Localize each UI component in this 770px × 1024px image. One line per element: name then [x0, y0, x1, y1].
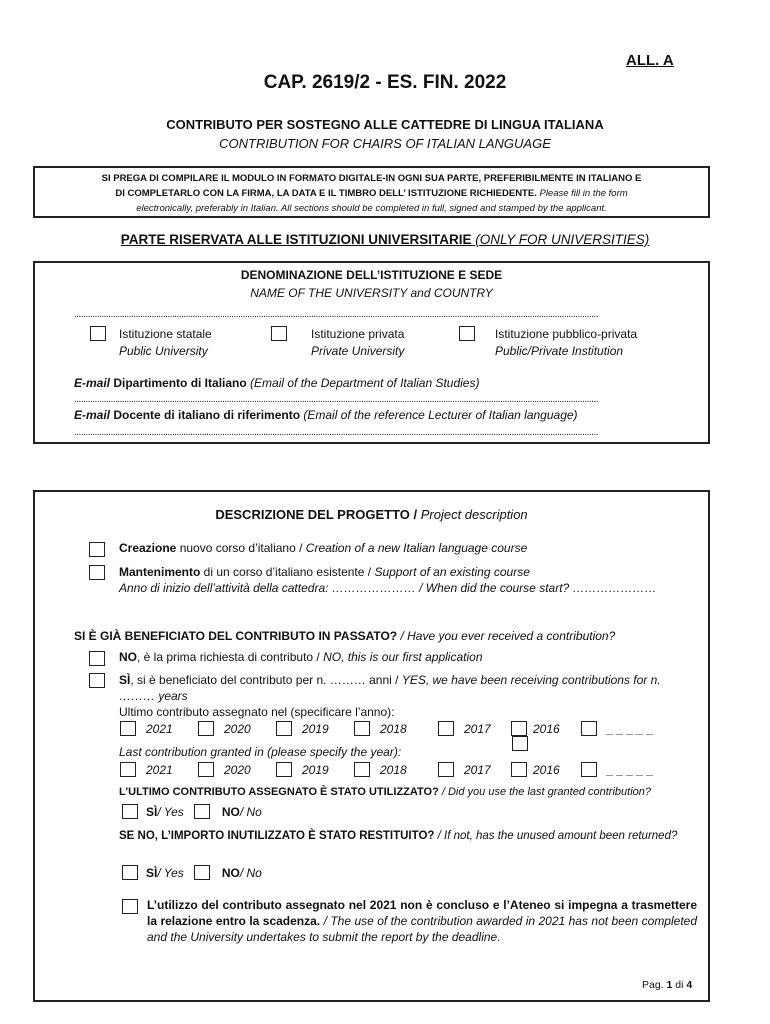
returned-no-label-en: / No	[239, 865, 262, 880]
ongoing-use-statement	[147, 897, 697, 945]
past-yes-it: , si è beneficiato del contributo per n. ……… anni /	[130, 673, 402, 687]
creation-option	[119, 541, 527, 555]
maintenance-label-en: Support of an existing course	[374, 565, 530, 579]
lecturer-email-label-en: (Email of the reference Lecturer of Italian language)	[300, 408, 578, 422]
year-2021-checkbox[interactable]	[120, 721, 136, 736]
university-heading-italic: (ONLY FOR UNIVERSITIES)	[471, 232, 650, 247]
returned-question-it: SE NO, L’IMPORTO INUTILIZZATO È STATO RESTITUITO?	[119, 830, 435, 842]
year-label: 2018	[380, 762, 407, 777]
department-email-prefix: E-mail	[74, 376, 111, 390]
department-email-label-it: Dipartimento di Italiano	[110, 376, 247, 390]
maintenance-option	[119, 564, 657, 596]
used-question-it: L’ULTIMO CONTRIBUTO ASSEGNATO È STATO UTILIZZATO?	[119, 786, 439, 798]
last-contribution-years-it	[120, 721, 654, 736]
year-label: 2019	[302, 721, 329, 736]
year-2021-checkbox-en[interactable]	[120, 762, 136, 777]
past-contribution-question-it: SI È GIÀ BENEFICIATO DEL CONTRIBUTO IN PASSATO?	[74, 629, 398, 643]
instructions-line-3: electronically, preferably in Italian. All sections should be completed in full, signed and stamped by the applicant.	[136, 203, 607, 214]
returned-yes-label-en: / Yes	[157, 865, 184, 880]
instructions-line-2-bold: DI COMPLETARLO CON LA FIRMA, LA DATA E IL TIMBRO DELL’ ISTITUZIONE RICHIEDENTE.	[115, 188, 537, 199]
returned-question	[119, 828, 697, 844]
year-other-checkbox-en[interactable]	[581, 762, 597, 777]
year-2018-checkbox-en[interactable]	[354, 762, 370, 777]
subtitle-en: CONTRIBUTION FOR CHAIRS OF ITALIAN LANGUAGE	[219, 136, 551, 151]
year-2016-checkbox-en[interactable]	[511, 762, 527, 777]
used-no-checkbox[interactable]	[194, 804, 210, 819]
course-start-year-field[interactable]: Anno di inizio dell’attività della cattedra: ………………… / When did the course start? …………………	[119, 581, 657, 595]
past-yes-checkbox[interactable]	[89, 672, 105, 690]
last-contribution-years-en	[120, 762, 654, 777]
project-heading-bold: DESCRIZIONE DEL PROGETTO /	[215, 507, 418, 522]
private-university-checkbox[interactable]	[271, 325, 287, 343]
ongoing-use-statement-it: L’utilizzo del contributo assegnato nel 2021 non è concluso e l’Ateneo si impegna a trasmettere la relazione entro la scadenza.	[147, 898, 697, 928]
instructions-line-1: SI PREGA DI COMPILARE IL MODULO IN FORMATO DIGITALE-IN OGNI SUA PARTE, PREFERIBILMENTE IN ITALIANO E	[101, 173, 642, 184]
project-description-heading	[33, 507, 710, 522]
public-university-label-en: Public University	[119, 344, 208, 358]
year-other-field-en[interactable]: _ _ _ _ _	[607, 762, 654, 777]
past-no-bold: NO	[119, 650, 137, 664]
institution-name-label-it: DENOMINAZIONE DELL’ISTITUZIONE E SEDE	[240, 268, 503, 282]
creation-label-it: nuovo corso d’italiano /	[176, 541, 306, 555]
used-question	[119, 786, 651, 798]
returned-yes-checkbox[interactable]	[122, 865, 138, 880]
page-number	[642, 979, 692, 991]
public-private-option	[495, 326, 637, 360]
past-no-it: , è la prima richiesta di contributo /	[137, 650, 324, 664]
year-label: 2017	[464, 721, 491, 736]
private-university-label-en: Private University	[311, 344, 405, 358]
lecturer-email-label	[74, 408, 578, 422]
year-label: 2016	[533, 721, 560, 736]
ongoing-use-statement-en: / The use of the contribution awarded in 2021 has not been completed and the University undertakes to submit the report by the deadline.	[147, 914, 698, 944]
year-2019-checkbox-en[interactable]	[276, 762, 292, 777]
private-university-label: Istituzione privata	[311, 327, 405, 341]
past-contribution-question-en: / Have you ever received a contribution?	[397, 629, 616, 643]
annex-label: ALL. A	[626, 52, 674, 69]
past-yes-years: ……… years	[119, 689, 188, 703]
creation-label-en: Creation of a new Italian language course	[305, 541, 528, 555]
past-no-en: NO, this is our first application	[323, 650, 483, 664]
institution-name-label-en: NAME OF THE UNIVERSITY and COUNTRY	[250, 286, 493, 300]
last-contribution-label-it: Ultimo contributo assegnato nel (specificare l’anno):	[119, 705, 395, 719]
used-no-label-en: / No	[239, 804, 262, 819]
year-other-checkbox[interactable]	[581, 721, 597, 736]
instructions-line-2-italic: Please fill in the form	[536, 188, 628, 199]
used-no-label: NO	[221, 804, 240, 819]
returned-question-en: / If not, has the unused amount been returned?	[434, 830, 678, 842]
year-label: 2017	[464, 762, 491, 777]
institution-name-field[interactable]: ......................................................................................................................................................................................................................................	[74, 309, 599, 320]
used-yes-checkbox[interactable]	[122, 804, 138, 819]
used-options	[122, 804, 262, 819]
instructions-box	[33, 166, 710, 218]
past-no-checkbox[interactable]	[89, 650, 105, 668]
ongoing-use-checkbox[interactable]	[122, 898, 138, 916]
year-2018-checkbox[interactable]	[354, 721, 370, 736]
university-section-heading	[0, 232, 770, 247]
lecturer-email-label-it: Docente di italiano di riferimento	[110, 408, 301, 422]
public-university-label: Istituzione statale	[119, 327, 212, 341]
public-university-checkbox[interactable]	[90, 325, 106, 343]
stray-checkbox[interactable]	[512, 735, 528, 753]
department-email-label	[74, 376, 479, 390]
past-yes-bold: SÌ	[119, 673, 131, 687]
year-label: 2020	[224, 762, 251, 777]
page-separator: di	[672, 979, 687, 991]
used-question-en: / Did you use the last granted contribution?	[438, 786, 651, 798]
year-label: 2020	[224, 721, 251, 736]
lecturer-email-field[interactable]: ......................................................................................................................................................................................................................................	[74, 427, 599, 438]
used-yes-label: SÌ	[146, 804, 158, 819]
creation-label-bold: Creazione	[119, 541, 177, 555]
year-2017-checkbox[interactable]	[438, 721, 454, 736]
page-current: 1	[666, 979, 673, 991]
returned-yes-label: SÌ	[146, 865, 158, 880]
returned-options	[122, 865, 262, 880]
public-private-label-en: Public/Private Institution	[495, 344, 624, 358]
subtitle-it: CONTRIBUTO PER SOSTEGNO ALLE CATTEDRE DI LINGUA ITALIANA	[166, 117, 604, 132]
page-title: CAP. 2619/2 - ES. FIN. 2022	[263, 72, 507, 93]
year-2020-checkbox[interactable]	[198, 721, 214, 736]
past-contribution-question	[74, 629, 615, 643]
department-email-field[interactable]: ......................................................................................................................................................................................................................................	[74, 394, 599, 405]
public-private-checkbox[interactable]	[459, 325, 475, 343]
returned-no-label: NO	[221, 865, 240, 880]
past-yes-en: YES, we have been receiving contributions for n.	[401, 673, 661, 687]
public-university-option	[119, 326, 212, 360]
university-heading-bold: PARTE RISERVATA ALLE ISTITUZIONI UNIVERSITARIE	[120, 232, 472, 247]
year-2020-checkbox-en[interactable]	[198, 762, 214, 777]
returned-no-checkbox[interactable]	[194, 865, 210, 880]
past-no-option	[119, 650, 483, 664]
used-yes-label-en: / Yes	[157, 804, 184, 819]
private-university-option	[311, 326, 404, 360]
maintenance-checkbox[interactable]	[89, 564, 105, 582]
department-email-label-en: (Email of the Department of Italian Studies)	[246, 376, 480, 390]
year-label: 2021	[146, 762, 173, 777]
maintenance-label-bold: Mantenimento	[119, 565, 201, 579]
year-2017-checkbox-en[interactable]	[438, 762, 454, 777]
creation-checkbox[interactable]	[89, 541, 105, 559]
past-yes-option	[119, 672, 699, 720]
year-label: 2018	[380, 721, 407, 736]
last-contribution-label-en: Last contribution granted in (please specify the year):	[119, 745, 402, 759]
page-total: 4	[686, 979, 693, 991]
year-2019-checkbox[interactable]	[276, 721, 292, 736]
year-label: 2021	[146, 721, 173, 736]
project-heading-italic: Project description	[417, 507, 528, 522]
page-prefix: Pag.	[642, 979, 667, 991]
maintenance-label-it: di un corso d’italiano esistente /	[200, 565, 375, 579]
lecturer-email-prefix: E-mail	[74, 408, 111, 422]
year-other-field[interactable]: _ _ _ _ _	[607, 721, 654, 736]
year-label: 2016	[533, 762, 560, 777]
year-2016-checkbox[interactable]	[511, 721, 527, 736]
year-label: 2019	[302, 762, 329, 777]
public-private-label: Istituzione pubblico-privata	[495, 327, 638, 341]
